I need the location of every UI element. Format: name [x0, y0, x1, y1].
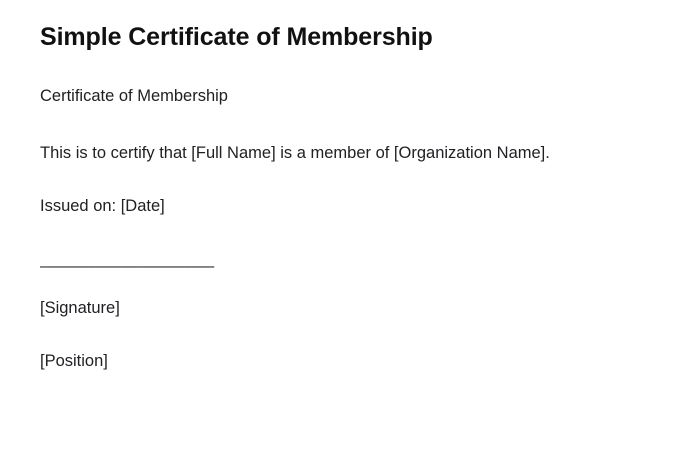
position-placeholder: [Position]	[40, 352, 108, 371]
issue-date-line: Issued on: [Date]	[40, 197, 165, 216]
certification-statement: This is to certify that [Full Name] is a member of [Organization Name].	[40, 144, 550, 163]
signature-rule: ____________________	[40, 250, 214, 269]
certificate-subtitle: Certificate of Membership	[40, 87, 228, 106]
signature-placeholder: [Signature]	[40, 299, 120, 318]
page-title: Simple Certificate of Membership	[40, 23, 433, 51]
